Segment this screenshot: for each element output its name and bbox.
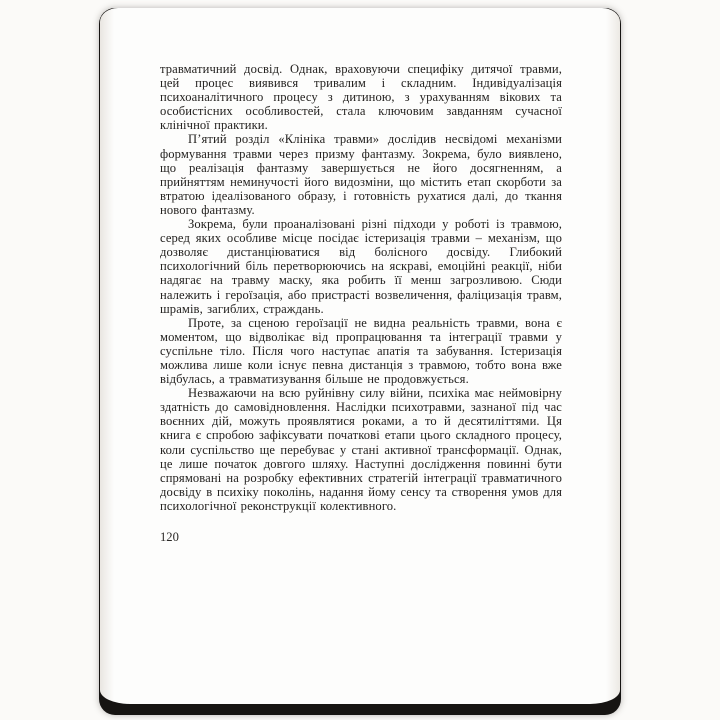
page-number: 120 [160, 530, 179, 544]
paragraph: Зокрема, були проаналізовані різні підходи у роботі із травмою, серед яких особливе місце посідає істеризація травми – механізм, що дозволяє дистанціюватися від болісного досвіду. Глибокий психологічний біль перетворюючись на яскраві, емоційні реакції, ніби надягає на травму маску, яка робить її менш загрозливою. Сюди належить і героїзація, або пристрасті возвеличення, фаліцизація травм, шрамів, загиблих, страждань. [160, 217, 562, 316]
paragraph: Проте, за сценою героїзації не видна реальність травми, вона є моментом, що відволікає від пропрацювання та інтеграції травми у суспільне тіло. Після чого наступає апатія та забування. Істеризація можлива лише коли існує певна дистанція з травмою, тобто вона вже відбулась, а травматизування більше не продовжується. [160, 315, 562, 387]
book-page [100, 8, 620, 704]
page-body-text [160, 62, 562, 513]
paragraph: Незважаючи на всю руйнівну силу війни, психіка має неймовірну здатність до самовідновлення. Наслідки психотравми, зазнаної під час воєнних дій, можуть проявлятися роками, а то й десятиліттями. Ця книга є спробою зафіксувати початкові етапи цього складного процесу, коли суспільство ще перебуває у стані активної трансформації. Однак, це лише початок довгого шляху. Наступні дослідження повинні бути спрямовані на розробку ефективних стратегій інтеграції травматичного досвіду в психіку поколінь, надання йому сенсу та створення умов для психологічної реконструкції колективного. [160, 386, 562, 513]
paragraph: П’ятий розділ «Клініка травми» дослідив несвідомі механізми формування травми через призму фантазму. Зокрема, було виявлено, що реалізація фантазму завершується не його досягненням, а прийняттям неминучості його видозміни, що містить етап скорботи за втратою ідеалізованого образу, і готовність рухатися далі, до ткання нового фантазму. [160, 132, 562, 217]
paragraph: травматичний досвід. Однак, враховуючи специфіку дитячої травми, цей процес виявився тривалим і складним. Індивідуалізація психоаналітичного процесу з дитиною, з урахуванням вікових та особистісних особливостей, стала ключовим завданням сучасної клінічної практики. [160, 62, 562, 133]
